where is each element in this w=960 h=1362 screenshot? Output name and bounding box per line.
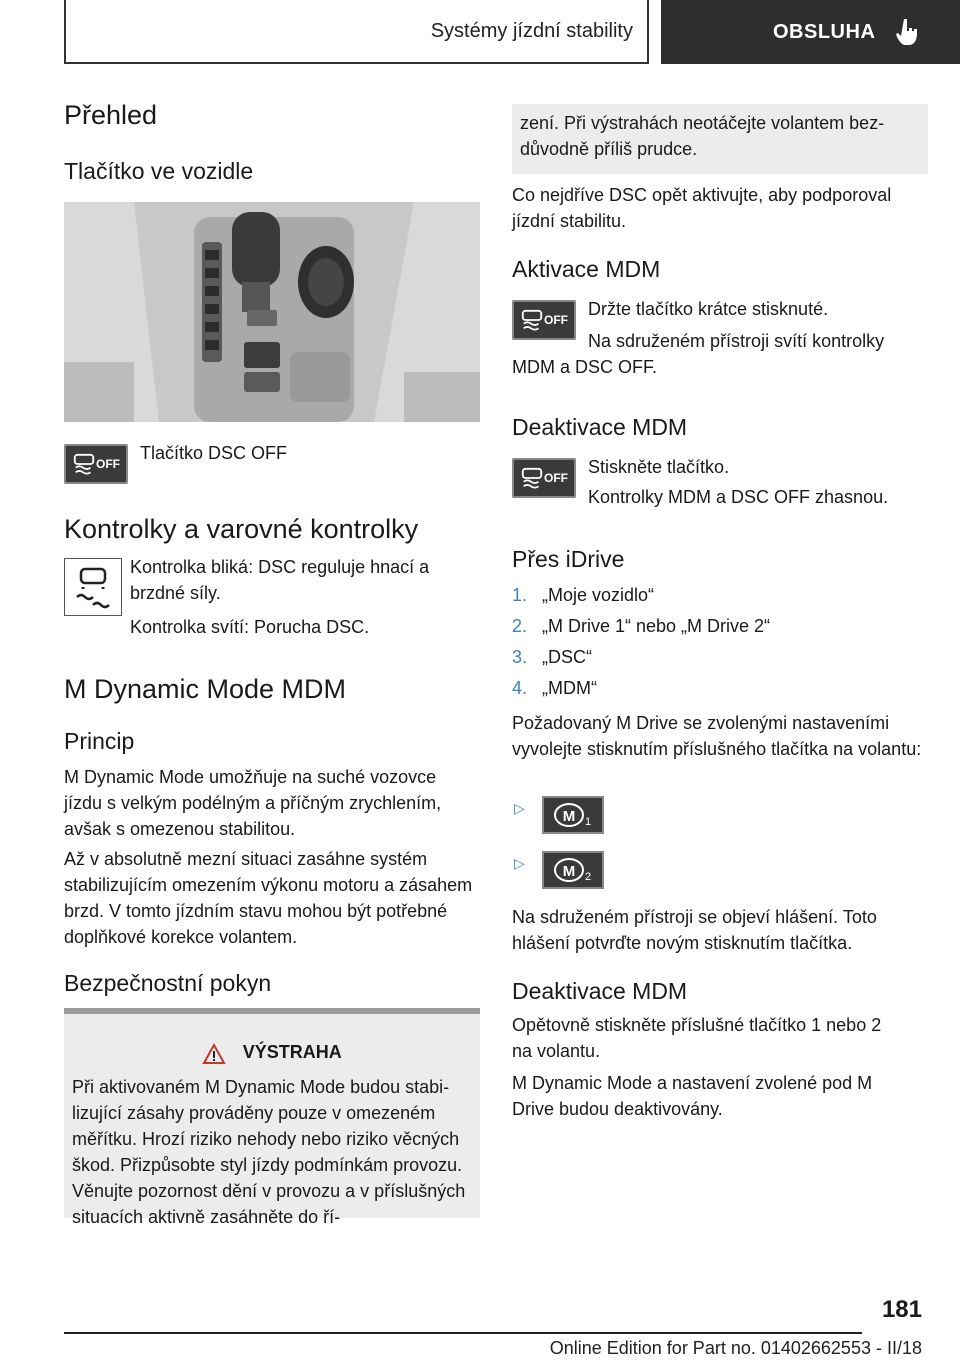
car-skid-icon [520, 466, 544, 490]
svg-text:1: 1 [584, 816, 592, 828]
warning-text: Při aktivovaném M Dynamic Mode budou stabilizující zásahy prováděny pouze v omezeném měřítku. Hrozí riziko nehody nebo riziko věcných škod. Přizpůsobte styl jízdy podmínkám provozu. Věnujte pozornost dění v provozu a v příslušných situacích aktivně zasáhněte do ří- [72, 1077, 466, 1227]
dsc-caption: Tlačítko DSC OFF [140, 443, 288, 463]
section-title: Systémy jízdní stability [430, 19, 633, 42]
dsc-off-label: OFF [544, 313, 568, 327]
chapter-tab [661, 0, 960, 64]
princip-paragraph-1: M Dynamic Mode umožňuje na suché vozovce jízdu s velkým podélným a příčným zrychlením, avšak s omezenou stabilitou. [64, 767, 442, 839]
heading-deaktivace-2: Deaktivace MDM [512, 978, 688, 1004]
heading-aktivace: Aktivace MDM [512, 256, 661, 282]
deaktivace-step-1: Stiskněte tlačítko. [588, 457, 730, 477]
warning-box [64, 1008, 480, 1227]
idrive-steps-list [512, 582, 922, 701]
list-item: 4. „MDM“ [512, 678, 597, 698]
list-item: 3. „DSC“ [512, 647, 592, 667]
dsc-warning-lamp-icon [64, 558, 122, 616]
page-number: 181 [881, 1296, 922, 1323]
svg-text:M: M [562, 863, 576, 880]
deaktivace-step-2: Kontrolky MDM a DSC OFF zhasnou. [588, 487, 889, 507]
m2-button-icon [542, 851, 604, 889]
princip-paragraph-2: Až v absolutně mezní situaci zasáhne systém stabilizujícím omezením výkonu motoru a zásahem brzd. V tomto jízdním stavu mohou být potřebné doplňkové korekce volantem. [64, 849, 473, 947]
heading-idrive: Přes iDrive [512, 546, 625, 572]
aktivace-step-2: Na sdruženém přístroji svítí kontrolky MDM a DSC OFF. [512, 331, 885, 377]
car-skid-icon [72, 452, 96, 476]
console-illustration [64, 202, 480, 422]
warning-box-continued [512, 104, 928, 174]
heading-deaktivace-1: Deaktivace MDM [512, 414, 688, 440]
bullet-triangle-icon: ▷ [514, 855, 525, 871]
svg-text:2: 2 [584, 871, 592, 883]
list-item: 2. „M Drive 1“ nebo „M Drive 2“ [512, 616, 771, 636]
idrive-paragraph: Požadovaný M Drive se zvolenými nastaveními vyvolejte stisknutím příslušného tlačítka na volantu: [512, 713, 922, 759]
hand-pointer-icon [895, 17, 921, 47]
dsc-reactivate-text: Co nejdříve DSC opět aktivujte, aby podporoval jízdní stabilitu. [512, 185, 892, 231]
dsc-off-button-icon-deaktivace [512, 458, 576, 498]
svg-text:M: M [562, 808, 576, 825]
heading-prehled: Přehled [64, 100, 158, 130]
list-item: 1. „Moje vozidlo“ [512, 585, 655, 605]
footer-divider [64, 1332, 862, 1334]
dsc-off-label: OFF [544, 471, 568, 485]
heading-princip: Princip [64, 728, 135, 754]
warning-continued-text: zení. Při výstrahách neotáčejte volantem bezdůvodně příliš prudce. [520, 113, 885, 159]
dsc-off-label: OFF [96, 457, 120, 471]
section-header [64, 0, 649, 64]
dsc-off-button-icon [64, 444, 128, 484]
footer-edition: Online Edition for Part no. 01402662553 - II/18 [549, 1338, 922, 1358]
kontrolka-on-text: Kontrolka svítí: Porucha DSC. [130, 617, 370, 637]
deaktivace2-paragraph-2: M Dynamic Mode a nastavení zvolené pod M Drive budou deaktivovány. [512, 1073, 873, 1119]
bullet-triangle-icon: ▷ [514, 800, 525, 816]
heading-kontrolky: Kontrolky a varovné kontrolky [64, 514, 419, 544]
console-photo [64, 202, 480, 422]
aktivace-step-1: Držte tlačítko krátce stisknuté. [588, 299, 829, 319]
chapter-label: OBSLUHA [773, 20, 876, 43]
kontrolka-blinking-text: Kontrolka bliká: DSC reguluje hnací a brzdné síly. [130, 557, 430, 603]
confirm-paragraph: Na sdruženém přístroji se objeví hlášení. Toto hlášení potvrďte novým stisknutím tlačítka. [512, 907, 877, 953]
m1-button-icon [542, 796, 604, 834]
deaktivace2-paragraph-1: Opětovně stiskněte příslušné tlačítko 1 nebo 2 na volantu. [512, 1015, 882, 1061]
warning-title: VÝSTRAHA [242, 1042, 342, 1062]
heading-tlacitko: Tlačítko ve vozidle [64, 158, 254, 184]
warning-triangle-icon [202, 1043, 226, 1065]
heading-mdm: M Dynamic Mode MDM [64, 674, 347, 704]
heading-bezpecnost: Bezpečnostní pokyn [64, 970, 272, 996]
